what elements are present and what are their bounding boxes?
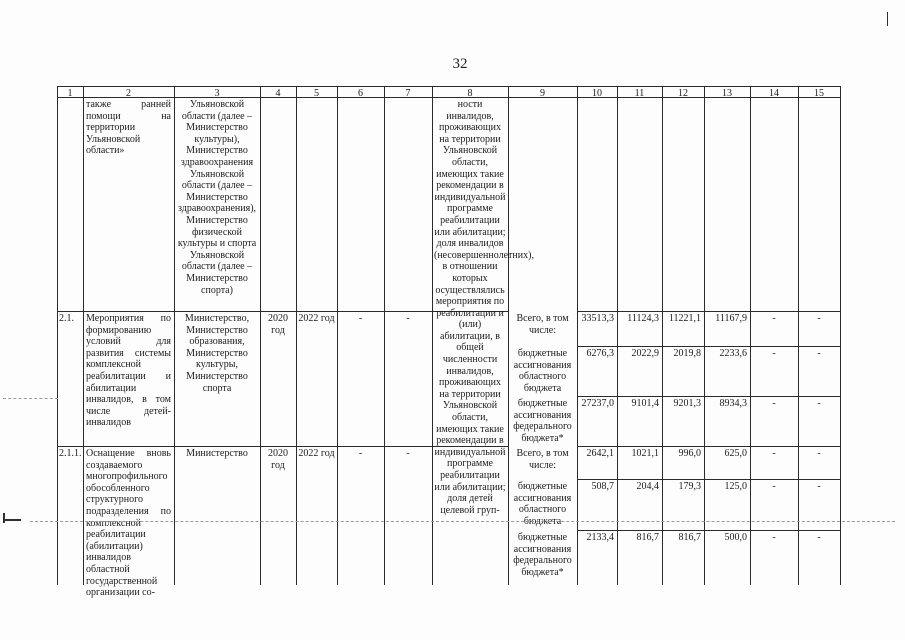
row_2_1_1-executor: Министерство [186, 448, 248, 459]
row_2_1_1-finance-source: бюджетные ассигнования федерального бюджета* [513, 532, 572, 578]
row_2_1-finance-year3: 2233,6 [719, 348, 747, 359]
column-border [617, 86, 618, 585]
column-border [750, 86, 751, 585]
column-border [296, 86, 297, 585]
row_2_1_1-finance-total: 2133,4 [586, 532, 614, 543]
column-header-12: 12 [678, 88, 688, 99]
row_2_1_1-finance-source: Всего, в том числе: [516, 448, 569, 471]
row_2_1-finance-col15: - [817, 398, 821, 409]
row_2_1-finance-year3: 8934,3 [719, 398, 747, 409]
row_2_1-finance-col15: - [817, 313, 821, 324]
row_2_1-start-year: 2020 год [268, 313, 288, 336]
column-header-8: 8 [467, 88, 473, 99]
row_2_1_1-finance-col14: - [772, 448, 776, 459]
row_2_1-finance-col15: - [817, 348, 821, 359]
row_2_1_1-finance-total: 508,7 [591, 481, 614, 492]
column-header-6: 6 [358, 88, 363, 99]
row_2_1_1-finance-year2: 996,0 [678, 448, 701, 459]
row_2_1-number: 2.1. [59, 313, 74, 324]
column-header-2: 2 [126, 88, 131, 99]
row_2_1-finance-col14: - [772, 348, 776, 359]
row_2_1_1-finance-col14: - [772, 481, 776, 492]
row_2_1_1-finance-year3: 125,0 [724, 481, 747, 492]
column-header-1: 1 [67, 88, 73, 99]
row_2_1-finance-year2: 9201,3 [673, 398, 701, 409]
scan-mark-left-tick [3, 513, 5, 523]
column-header-13: 13 [722, 88, 732, 99]
column-border [798, 86, 799, 585]
row_2_1_1-finance-col15: - [817, 532, 821, 543]
row_2_1_1-finance-col15: - [817, 481, 821, 492]
column-border [840, 86, 841, 585]
column-border [337, 86, 338, 585]
column-border [662, 86, 663, 585]
cont-name-cell: также ранней помощи на территории Ульяновской области» [86, 99, 171, 157]
row_2_1_1-start-year: 2020 год [268, 448, 288, 471]
row_2_1_1-finance-year2: 179,3 [678, 481, 701, 492]
scan-dash-bottom [30, 521, 895, 522]
row_2_1_1-name: Оснащение вновь создаваемого многопрофильного обособленного структурного подразделения по комплексной реабилитации (абилитации) инвалидов областной государственной организации со- [86, 448, 171, 599]
scan-mark-left [3, 519, 21, 521]
row_2_1_1-finance-source: бюджетные ассигнования областного бюджета [513, 481, 572, 527]
row_2_1_1-finance-year2: 816,7 [678, 532, 701, 543]
row_2_1_1-finance-year1: 816,7 [636, 532, 659, 543]
row_2_1-finance-total: 27237,0 [581, 398, 614, 409]
row_2_1-finance-col14: - [772, 313, 776, 324]
row_2_1_1-finance-total: 2642,1 [586, 448, 614, 459]
scan-mark-top-right [887, 12, 888, 26]
row_2_1-finance-year1: 2022,9 [631, 348, 659, 359]
row_2_1-finance-year1: 9101,4 [631, 398, 659, 409]
column-header-7: 7 [405, 88, 411, 99]
row_2_1-end-year: 2022 год [298, 313, 335, 324]
row_2_1-finance-year2: 2019,8 [673, 348, 701, 359]
column-border [260, 86, 261, 585]
row_2_1-finance-source: бюджетные ассигнования областного бюджета [513, 348, 572, 394]
column-header-4: 4 [275, 88, 281, 99]
column-border [432, 86, 433, 585]
row_2_1_1-finance-year1: 1021,1 [631, 448, 659, 459]
row_2_1_1-finance-year3: 500,0 [724, 532, 747, 543]
left-border [57, 86, 58, 585]
column-header-14: 14 [769, 88, 779, 99]
column-border [83, 86, 84, 585]
page-number: 32 [452, 56, 468, 72]
row_2_1_1-end-year: 2022 год [298, 448, 335, 459]
row_2_1-finance-year3: 11167,9 [715, 313, 747, 324]
column-border [704, 86, 705, 585]
row_2_1_1-finance-col15: - [817, 448, 821, 459]
row_2_1-finance-col14: - [772, 398, 776, 409]
column-header-15: 15 [814, 88, 824, 99]
row_2_1-finance-total: 33513,3 [581, 313, 614, 324]
column-header-5: 5 [314, 88, 319, 99]
cont-executor-cell: Ульяновской области (далее – Министерство культуры), Министерство здравоохранения Ульяновской области (далее – Министерство здравоохранения), Министерство физической культуры и спорта Ульяновской области (далее – Министерство спорта) [177, 99, 257, 296]
column-header-9: 9 [540, 88, 545, 99]
row_2_1-name: Мероприятия по формированию условий для развития системы комплексной реабилитации и абилитации инвалидов, в том числе детей-инвалидов [86, 313, 171, 429]
row_2_1_1-finance-col14: - [772, 532, 776, 543]
column-border [174, 86, 175, 585]
column-header-11: 11 [634, 88, 645, 99]
indicators-cell: ности инвалидов, проживающих на территории Ульяновской области, имеющих такие рекомендации в индивидуальной программе реабилитации или абилитации; доля инвалидов (несовершеннолетних), в отношении которых осуществлялись мероприятия по реабилитации и (или) абилитации, в общей численности инвалидов, проживающих на территории Ульяновской области, имеющих такие рекомендации в индивидуальной программе реабилитации или абилитации; доля детей целевой груп- [434, 99, 534, 516]
column-border [508, 86, 509, 585]
row_2_1-col7: - [406, 313, 410, 324]
row_2_1_1-col7: - [406, 448, 410, 459]
row_2_1_1-col6: - [358, 448, 363, 459]
row_2_1-finance-total: 6276,3 [586, 348, 614, 359]
column-border [577, 86, 578, 585]
row_2_1_1-number: 2.1.1. [59, 448, 82, 459]
row_2_1-finance-year2: 11221,1 [668, 313, 701, 324]
row_2_1-finance-source: Всего, в том числе: [516, 313, 569, 336]
row_2_1-col6: - [358, 313, 363, 324]
row_2_1-finance-year1: 11124,3 [627, 313, 659, 324]
scan-dash-left [3, 398, 58, 399]
column-header-3: 3 [214, 88, 220, 99]
column-header-10: 10 [592, 88, 602, 99]
column-border [384, 86, 385, 585]
row_2_1-finance-source: бюджетные ассигнования федерального бюджета* [513, 398, 572, 444]
row_2_1_1-finance-year1: 204,4 [636, 481, 659, 492]
row_2_1_1-finance-year3: 625,0 [724, 448, 747, 459]
row_2_1-executor: Министерство, Министерство образования, Министерство культуры, Министерство спорта [184, 313, 250, 394]
